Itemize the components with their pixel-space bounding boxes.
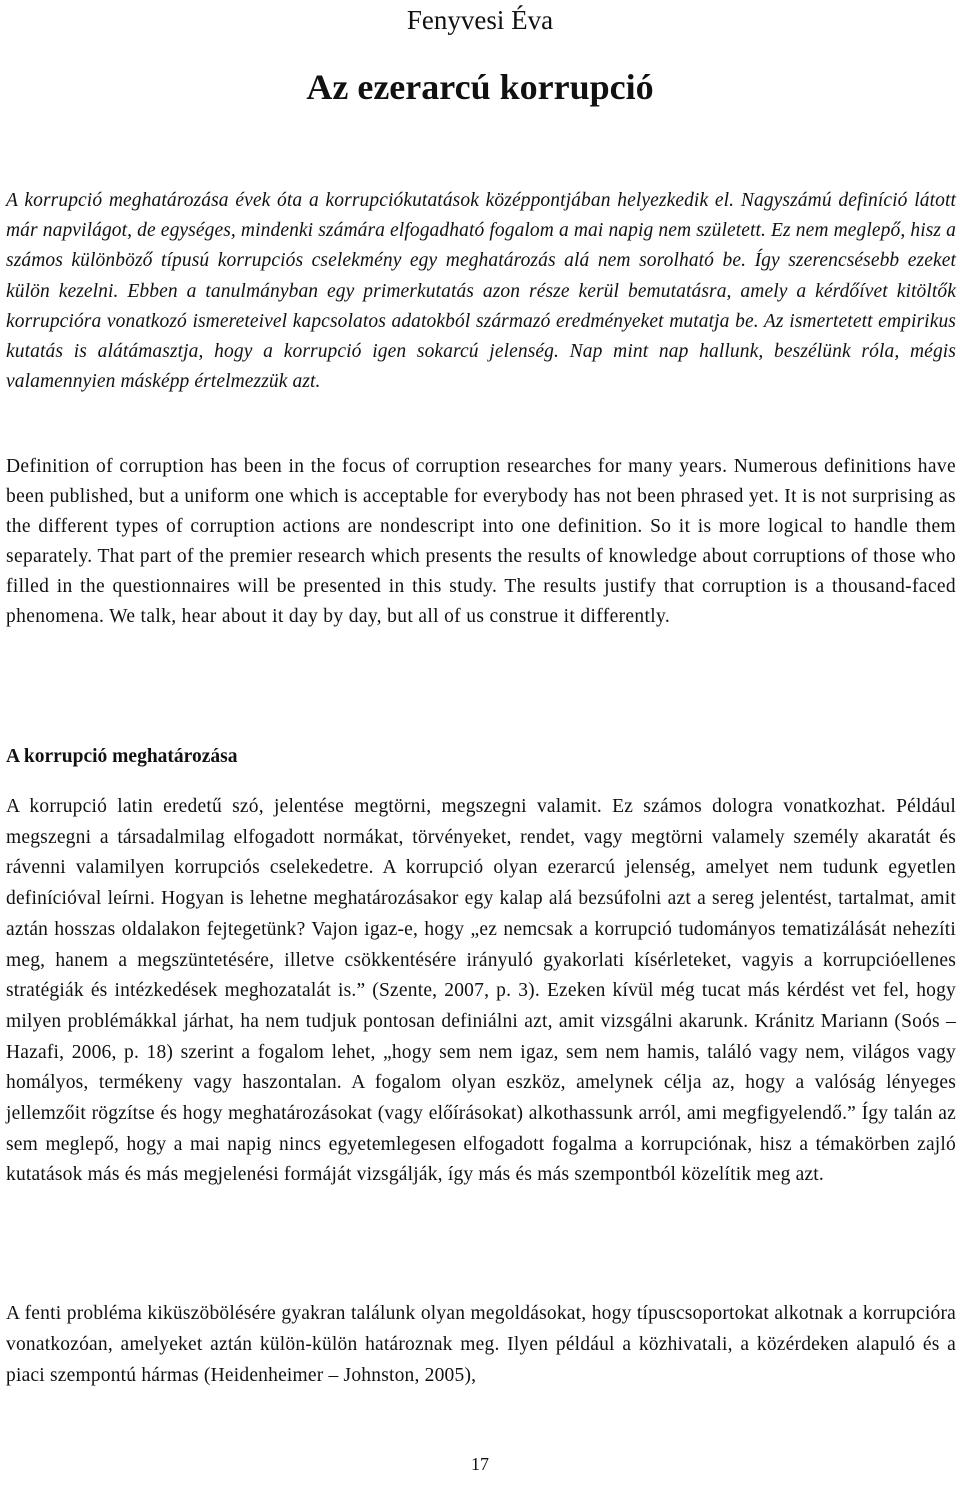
section-heading: A korrupció meghatározása — [6, 746, 238, 767]
body-paragraph-1: A korrupció latin eredetű szó, jelentése megtörni, megszegni valamit. Ez számos dologra vonatkozhat. Például megszegni a társadalmilag elfogadott normákat, törvényeket, rendet, vagy megtörni valamely személy akaratát és rávenni valamilyen korrupciós cselekedetre. A korrupció olyan ezerarcú jelenség, amelyet nem tudunk egyetlen definícióval leírni. Hogyan is lehetne meghatározásakor egy kalap alá bezsúfolni azt a sereg jelentést, tartalmat, amit aztán hosszas oldalakon fejtegetünk? Vajon igaz-e, hogy „ez nemcsak a korrupció tudományos tematizálását nehezíti meg, hanem a megszüntetésére, illetve csökkentésére irányuló gyakorlati kísérleteket, vagyis a korrupcióellenes stratégiák és intézkedések meghozatalát is.” (Szente, 2007, p. 3). Ezeken kívül még tucat más kérdést vet fel, hogy milyen problémákkal járhat, ha nem tudjuk pontosan definiálni azt, amit vizsgálni akarunk. Kránitz Mariann (Soós – Hazafi, 2006, p. 18) szerint a fogalom lehet, „hogy sem nem igaz, sem nem hamis, találó vagy nem, világos vagy homályos, termékeny vagy haszontalan. A fogalom olyan eszköz, amelynek célja az, hogy a valóság lényeges jellemzőit rögzítse és hogy meghatározásokat (vagy előírásokat) alkothassunk arról, ami megfigyelendő.” Így talán az sem meglepő, hogy a mai napig nincs egyetemlegesen elfogadott fogalma a korrupciónak, hisz a témakörben zajló kutatások más és más megjelenési formáját vizsgálják, így más és más szempontból közelítik meg azt. — [6, 796, 956, 1186]
author-name: Fenyvesi Éva — [406, 5, 554, 35]
page-number: 17 — [471, 1454, 489, 1474]
abstract-english: Definition of corruption has been in the focus of corruption researches for many years. Numerous definitions have been published, but a uniform one which is acceptable for everybody has not been phrased yet. It is not surprising as the different types of corruption actions are nondescript into one definition. So it is more logical to handle them separately. That part of the premier research which presents the results of knowledge about corruptions of those who filled in the questionnaires will be presented in this study. The results justify that corruption is a thousand-faced phenomena. We talk, hear about it day by day, but all of us construe it differently. — [6, 456, 956, 627]
abstract-hungarian: A korrupció meghatározása évek óta a korrupciókutatások középpontjában helyezkedik el. Nagyszámú definíció látott már napvilágot, de egységes, mindenki számára elfogadható fogalom a mai napig nem született. Ez nem meglepő, hisz a számos különböző típusú korrupciós cselekmény egy meghatározás alá nem sorolható be. Így szerencsésebb ezeket külön kezelni. Ebben a tanulmányban egy primerkutatás azon része kerül bemutatásra, amely a kérdőívet kitöltők korrupcióra vonatkozó ismereteivel kapcsolatos adatokból származó eredményeket mutatja be. Az ismertetett empirikus kutatás is alátámasztja, hogy a korrupció igen sokarcú jelenség. Nap mint nap hallunk, beszélünk róla, mégis valamennyien másképp értelmezzük azt. — [6, 190, 956, 393]
body-paragraph-2: A fenti probléma kiküszöbölésére gyakran találunk olyan megoldásokat, hogy típuscsoportokat alkotnak a korrupcióra vonatkozóan, amelyeket aztán külön-külön határoznak meg. Ilyen például a közhivatali, a közérdeken alapuló és a piaci szempontú hármas (Heidenheimer – Johnston, 2005), — [6, 1303, 956, 1386]
article-title: Az ezerarcú korrupció — [306, 67, 654, 107]
